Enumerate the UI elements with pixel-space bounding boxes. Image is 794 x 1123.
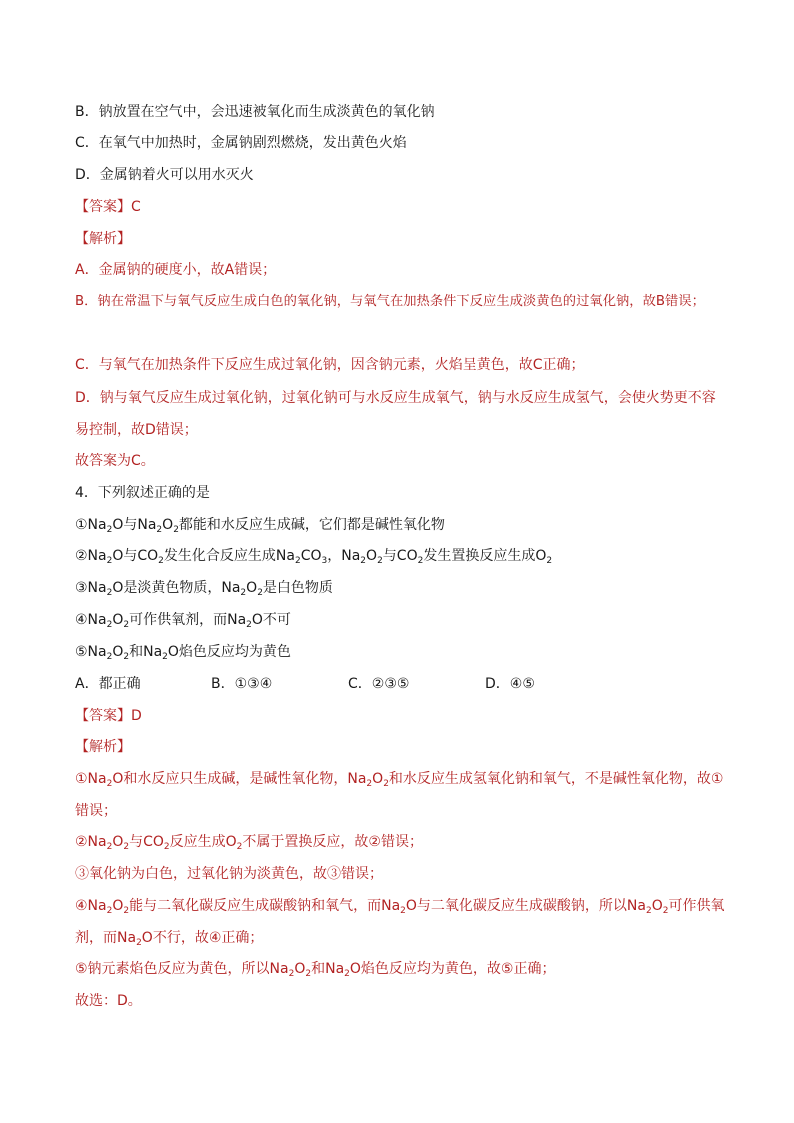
q3-analysis-d-cont: 易控制，故D错误； bbox=[75, 422, 198, 438]
q4-answer: 【答案】D bbox=[75, 708, 142, 724]
q4-analysis-1: $①Na_2O$和水反应只生成碱，是碱性氧化物，$Na_2O_2$和水反应生成氢氧化钠和氧气，不是碱性氧化物，故① bbox=[75, 771, 724, 789]
q3-answer-text: 【答案】C bbox=[75, 199, 141, 215]
q3-option-d: D．金属钠着火可以用水灭火 bbox=[75, 167, 254, 183]
q4-option-b: B．①③④ bbox=[211, 676, 273, 692]
q3-analysis-head: 【解析】 bbox=[75, 231, 131, 247]
q3-option-c: C．在氧气中加热时，金属钠剧烈燃烧，发出黄色火焰 bbox=[75, 135, 407, 151]
q4-analysis-4-cont: 剂，而$Na_2O$不行，故④正确； bbox=[75, 930, 264, 948]
q3-analysis-a: A．金属钠的硬度小，故A错误； bbox=[75, 262, 277, 278]
q4-analysis-head: 【解析】 bbox=[75, 739, 131, 755]
q4-statement-2: $②Na_2O$与$CO_2$发生化合反应生成$Na_2CO_3$，$Na_2O_2$与$CO_2$发生置换反应生成$O_2$ bbox=[75, 548, 553, 566]
q4-analysis-1-cont: 错误； bbox=[75, 803, 117, 819]
q4-stem: 4．下列叙述正确的是 bbox=[75, 485, 210, 501]
q3-analysis-d: D．钠与氧气反应生成过氧化钠，过氧化钠可与水反应生成氧气，钠与水反应生成氢气，会使火势更不容 bbox=[75, 390, 716, 406]
q4-statement-5: $⑤Na_2O_2$和$Na_2O$焰色反应均为黄色 bbox=[75, 644, 291, 662]
q4-analysis-4: $④Na_2O_2$能与二氧化碳反应生成碳酸钠和氧气，而$Na_2O$与二氧化碳反应生成碳酸钠，所以$Na_2O_2$可作供氧 bbox=[75, 898, 725, 916]
q4-analysis-2: $②Na_2O_2$与$CO_2$反应生成$O_2$不属于置换反应，故②错误； bbox=[75, 834, 423, 852]
q3-conclusion: 故答案为C。 bbox=[75, 453, 155, 469]
q4-analysis-3: ③氧化钠为白色，过氧化钠为淡黄色，故③错误； bbox=[75, 866, 383, 882]
q3-option-b: B．钠放置在空气中，会迅速被氧化而生成淡黄色的氧化钠 bbox=[75, 104, 435, 120]
q4-statement-3: $③Na_2O$是淡黄色物质，$Na_2O_2$是白色物质 bbox=[75, 580, 333, 598]
q4-statement-4: $④Na_2O_2$可作供氧剂，而$Na_2O$不可 bbox=[75, 612, 291, 630]
q3-analysis-b: B．钠在常温下与氧气反应生成白色的氧化钠，与氧气在加热条件下反应生成淡黄色的过氧化钠，故B错误； bbox=[75, 294, 705, 309]
q3-answer bbox=[75, 197, 141, 217]
q4-option-c: C．②③⑤ bbox=[348, 676, 410, 692]
q4-option-d: D．④⑤ bbox=[485, 676, 535, 692]
q4-analysis-5: ⑤钠元素焰色反应为黄色，所以$Na_2O_2$和$Na_2O$焰色反应均为黄色，故⑤正确； bbox=[75, 961, 556, 979]
q4-conclusion: 故选：D。 bbox=[75, 993, 142, 1009]
q4-option-a: A．都正确 bbox=[75, 676, 141, 692]
q3-analysis-c: C．与氧气在加热条件下反应生成过氧化钠，因含钠元素，火焰呈黄色，故C正确； bbox=[75, 357, 585, 373]
q4-statement-1: $①Na_2O$与$Na_2O_2$都能和水反应生成碱，它们都是碱性氧化物 bbox=[75, 517, 445, 535]
